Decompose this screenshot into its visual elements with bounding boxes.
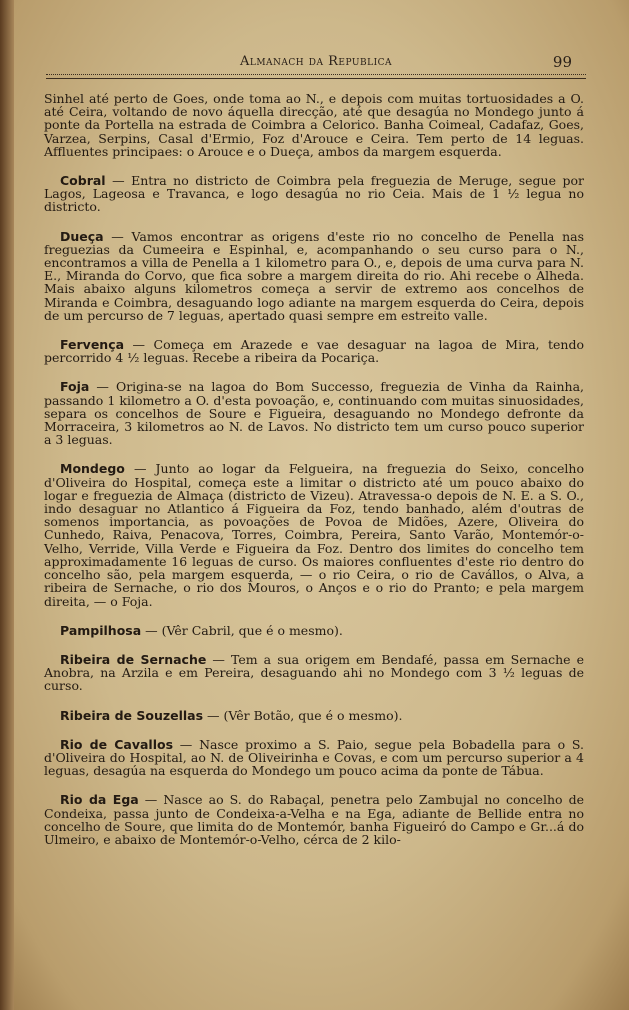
entry-term: Rio da Ega [60, 792, 139, 808]
entry-text: — Tem a sua origem em Bendafé, passa em Sernache e Anobra, na Arzila e em Pereira, desaguando ahi no Mondego com 3 ½ leguas de curso. [44, 651, 584, 694]
entry-rio-de-cavallos [44, 738, 584, 778]
entry-term: Ribeira de Souzellas [60, 707, 204, 723]
page-number: 99 [552, 53, 572, 71]
entry-text: — Nasce ao S. do Rabaçal, penetra pelo Zambujal no concelho de Condeixa, passa junto de Condeixa-a-Velha e na Ega, adiante de Bellide entra no concelho de Soure, que limita do de Montemór, banha Figueiró do Campo e Gr...á do Ulmeiro, e abaixo de Montemór-o-Velho, cérca de 2 kilo- [44, 792, 584, 847]
entry-term: Mondego [60, 461, 125, 477]
entry-term: Rio de Cavallos [60, 736, 174, 752]
entry-ribeira-de-sernache [44, 653, 584, 693]
entry-term: Cobral [60, 173, 106, 189]
header-rule [46, 74, 586, 79]
entry-term: Dueça [60, 228, 104, 244]
entry-text: Sinhel até perto de Goes, onde toma ao N., e depois com muitas tortuosidades a O. até Ceira, voltando de novo áquella direcção, até que desagúa no Mondego junto á ponte da Portella na estrada de Coimbra a Celorico. Banha Coimeal, Cadafaz, Goes, Varzea, Serpins, Casal d'Ermio, Foz d'Arouce e Ceira. Tem perto de 14 leguas. Affluentes principaes: o Arouce e o Dueça, ambos da margem esquerda. [44, 91, 584, 159]
entry-text: — Junto ao logar da Felgueira, na freguezia do Seixo, concelho d'Oliveira do Hospital, começa este a limitar o districto até um pouco abaixo do logar e freguezia de Almaça (districto de Vizeu). Atravessa-o depois de N. E. a S. O., indo desaguar no Atlantico á Figueira da Foz, tendo banhado, além d'outras de somenos importancia, as povoações de Povoa de Midões, Azere, Oliveira do Cunhedo, Raiva, Penacova, Torres, Coimbra, Pereira, Santo Varão, Montemór-o-Velho, Verride, Villa Verde e Figueira da Foz. Dentro dos limites do concelho tem approximadamente 16 leguas de curso. Os maiores confluentes d'este rio dentro do concelho são, pela margem esquerda, — o rio Ceira, o rio de Cavállos, o Alva, a ribeira de Sernache, o rio dos Mouros, o Anços e o rio do Pranto; e pela margem direita, — o Foja. [44, 461, 584, 609]
entry-term: Pampilhosa [60, 622, 142, 638]
running-head: Almanach da Republica [239, 54, 393, 69]
entry-text: — (Vêr Cabril, que é o mesmo). [141, 622, 343, 638]
entry-mondego [44, 462, 584, 607]
page-header [46, 50, 586, 74]
entry-term: Ribeira de Sernache [60, 651, 207, 667]
entry-continuation [44, 92, 584, 158]
entry-pampilhosa [44, 624, 584, 637]
entry-rio-da-ega [44, 793, 584, 846]
entry-text: — Origina-se na lagoa do Bom Successo, freguezia de Vinha da Rainha, passando 1 kilometro a O. d'esta povoação, e, continuando com muitas sinuosidades, separa os concelhos de Soure e Figueira, desaguando no Mondego defronte da Morraceira, 3 kilometros ao N. de Lavos. No districto tem um curso pouco superior a 3 leguas. [44, 379, 584, 448]
entry-term: Fervença [60, 337, 125, 353]
entry-term: Foja [60, 379, 90, 395]
entry-foja [44, 380, 584, 446]
body-text [44, 92, 584, 862]
entry-fervenca [44, 338, 584, 364]
entry-dueca [44, 230, 584, 322]
entry-text: — Nasce proximo a S. Paio, segue pela Bobadella para o S. d'Oliveira do Hospital, ao N. de Oliveirinha e Covas, e com um percurso superior a 4 leguas, desagúa na esquerda do Mondego um pouco acima da ponte de Tábua. [44, 736, 584, 779]
entry-text: — Entra no districto de Coimbra pela freguezia de Meruge, segue por Lagos, Lageosa e Travanca, e logo desagúa no rio Ceia. Mais de 1 ½ legua no districto. [44, 173, 584, 215]
entry-text: — (Vêr Botão, que é o mesmo). [203, 707, 403, 723]
page-edge-shadow [0, 0, 14, 1010]
entry-text: — Começa em Arazede e vae desaguar na lagoa de Mira, tendo percorrido 4 ½ leguas. Recebe a ribeira da Pocariça. [44, 337, 584, 366]
entry-text: — Vamos encontrar as origens d'este rio no concelho de Penella nas freguezias da Cumeeira e Espinhal, e, acompanhando o seu curso para o N., encontramos a villa de Penella a 1 kilometro para O., e, depois de uma curva para N. E., Miranda do Corvo, que fica sobre a margem direita do rio. Ahi recebe o Alheda. Mais abaixo alguns kilometros começa a servir de extremo aos concelhos de Miranda e Coimbra, desaguando logo adiante na margem esquerda do Ceira, depois de um percurso de 7 leguas, apertado quasi sempre em estreito valle. [44, 228, 584, 323]
entry-cobral [44, 174, 584, 214]
entry-ribeira-de-souzellas [44, 709, 584, 722]
